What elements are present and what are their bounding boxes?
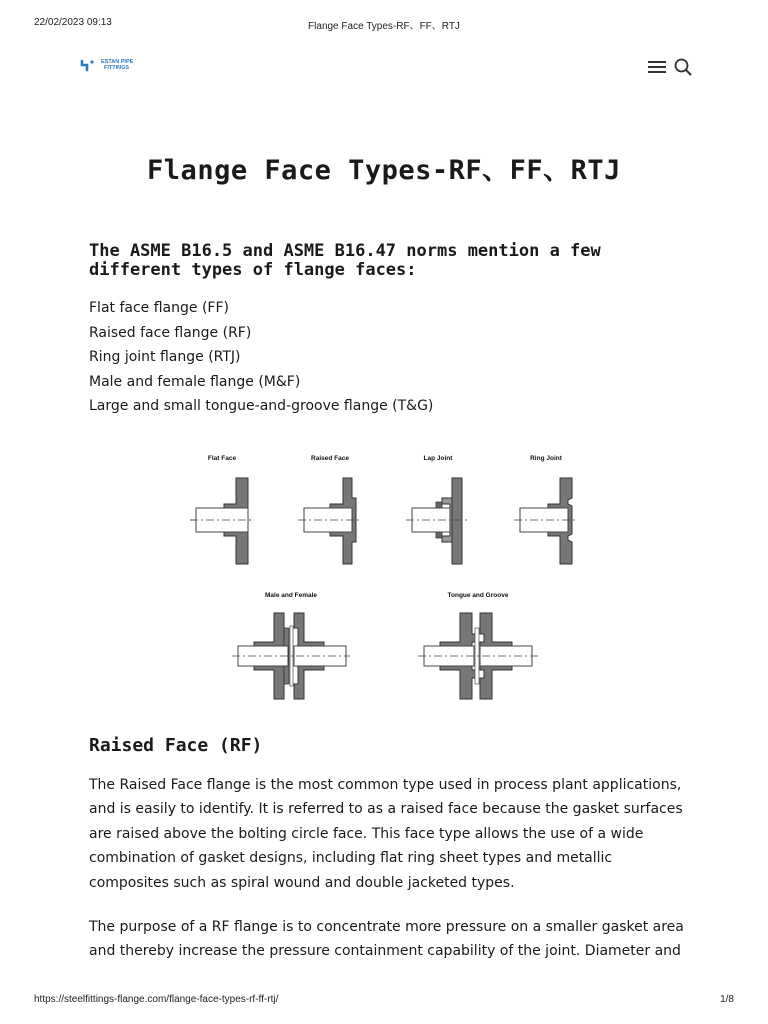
logo-text — [101, 59, 133, 71]
logo-line2: FITTINGS — [104, 65, 130, 71]
page-title: Flange Face Types-RF、FF、RTJ — [147, 155, 621, 186]
logo-pipe-icon — [80, 58, 98, 72]
tongue-groove-drawing — [418, 613, 538, 699]
ring-joint-drawing — [514, 478, 578, 564]
print-title: Flange Face Types-RF、FF、RTJ — [308, 21, 460, 32]
raised-face-drawing — [298, 478, 360, 564]
label-tongue-groove: Tongue and Groove — [447, 592, 509, 599]
print-footer — [34, 994, 734, 1008]
label-lap-joint: Lap Joint — [423, 455, 453, 462]
print-header — [34, 17, 734, 31]
list-item: Large and small tongue-and-groove flange (T&G) — [89, 398, 434, 414]
label-flat-face: Flat Face — [207, 455, 237, 462]
label-raised-face: Raised Face — [311, 455, 349, 462]
site-header — [80, 56, 692, 80]
flat-face-drawing — [190, 478, 254, 564]
hamburger-menu-icon[interactable] — [648, 59, 666, 75]
site-logo[interactable] — [80, 58, 133, 72]
list-item: Male and female flange (M&F) — [89, 373, 301, 390]
paragraph-2: The purpose of a RF flange is to concentrate more pressure on a smaller gasket area and thereby increase the pressure containment capability of the joint. Diameter and — [89, 919, 684, 960]
paragraph-1: The Raised Face flange is the most common type used in process plant applications, and is easily to identify. It is referred to as a raised face because the gasket surfaces are raised above the bolting circle face. This face type allows the use of a wide combination of gasket designs, including flat ring sheet types and metallic composites such as spiral wound and double jacketed types. — [89, 777, 683, 891]
header-actions — [648, 58, 692, 76]
list-item: Ring joint flange (RTJ) — [89, 349, 241, 365]
search-icon[interactable] — [674, 58, 692, 76]
section-heading-raised-face: Raised Face (RF) — [89, 735, 263, 756]
lap-joint-drawing — [406, 478, 468, 564]
print-date: 22/02/2023 09:13 — [34, 17, 112, 28]
intro-heading: The ASME B16.5 and ASME B16.47 norms mention a few different types of flange faces: — [89, 241, 601, 280]
list-item: Raised face flange (RF) — [89, 324, 252, 341]
male-female-drawing — [232, 613, 350, 699]
print-url[interactable]: https://steelfittings-flange.com/flange-face-types-rf-ff-rtj/ — [34, 994, 279, 1005]
flange-face-diagram — [188, 448, 588, 708]
face-type-list — [89, 296, 433, 419]
page-number: 1/8 — [720, 994, 734, 1005]
logo-line1: ESTAN PIPE — [101, 59, 134, 65]
list-item: Flat face flange (FF) — [89, 300, 229, 316]
label-male-female: Male and Female — [264, 592, 318, 599]
label-ring-joint: Ring Joint — [530, 455, 562, 462]
